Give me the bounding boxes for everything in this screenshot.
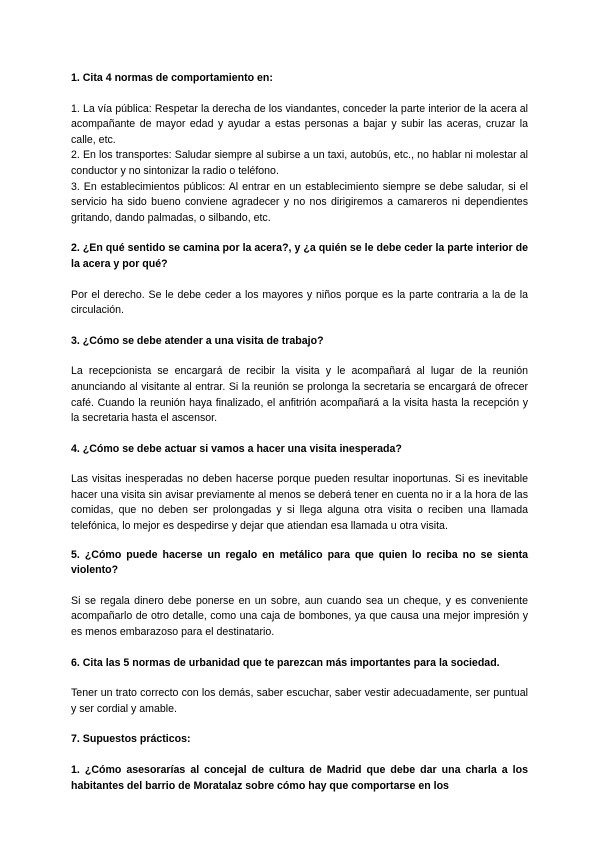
answer-3: La recepcionista se encargará de recibir la visita y le acompañará al lugar de la reunión anunciando al visitante al entrar. Si la reunión se prolonga la secretaria se encargará de ofrecer café. Cuando la reunión haya finalizado, el anfitrión acompañará a la visita hasta la recepción y la secretaria hasta el ascensor. bbox=[71, 365, 528, 425]
question-6-heading: 6. Cita las 5 normas de urbanidad que te parezcan más importantes para la sociedad. bbox=[71, 656, 500, 669]
answer-1-item-3: 3. En establecimientos públicos: Al entrar en un establecimiento siempre se debe saludar, si el servicio ha sido bueno conviene agradecer y no nos dirigiremos a camareros ni dependientes gritando, dando palmadas, o silbando, etc. bbox=[71, 180, 528, 224]
question-7-1-heading: 1. ¿Cómo asesorarías al concejal de cultura de Madrid que debe dar una charla a los habitantes del barrio de Moratalaz sobre cómo hay que comportarse en los bbox=[71, 764, 528, 792]
answer-2: Por el derecho. Se le debe ceder a los mayores y niños porque es la parte contraria a la de la circulación. bbox=[71, 288, 528, 317]
question-2-heading: 2. ¿En qué sentido se camina por la acera?, y ¿a quién se le debe ceder la parte interior de la acera y por qué? bbox=[71, 242, 528, 270]
answer-1-item-2: 2. En los transportes: Saludar siempre al subirse a un taxi, autobús, etc., no hablar ni molestar al conductor y no sintonizar la radio o teléfono. bbox=[71, 149, 528, 177]
question-1-heading: 1. Cita 4 normas de comportamiento en: bbox=[71, 72, 273, 84]
question-7-heading: 7. Supuestos prácticos: bbox=[71, 733, 191, 746]
question-4-heading: 4. ¿Cómo se debe actuar si vamos a hacer una visita inesperada? bbox=[71, 442, 402, 455]
answer-1-item-1: 1. La vía pública: Respetar la derecha de los viandantes, conceder la parte interior de la acera al acompañante de mayor edad y ayudar a estas personas a bajar y subir las aceras, cruzar la calle, etc. bbox=[71, 102, 528, 146]
document-page bbox=[71, 71, 528, 794]
answer-5: Si se regala dinero debe ponerse en un sobre, aun cuando sea un cheque, y es conveniente acompañarlo de otro detalle, como una caja de bombones, ya que causa una mejor impresión y es menos embarazoso para el destinatario. bbox=[71, 594, 528, 639]
answer-4: Las visitas inesperadas no deben hacerse porque pueden resultar inoportunas. Si es inevitable hacer una visita sin avisar previamente al menos se deberá tener en cuenta no ir a la hora de las comidas, que no deben ser prolongadas y si llega alguna otra visita o reciben una llamada telefónica, lo mejor es despedirse y dejar que atiendan esa llamada u otra visita. bbox=[71, 473, 528, 533]
answer-6: Tener un trato correcto con los demás, saber escuchar, saber vestir adecuadamente, ser puntual y ser cordial y amable. bbox=[71, 687, 528, 715]
question-5-heading: 5. ¿Cómo puede hacerse un regalo en metálico para que quien lo reciba no se sienta violento? bbox=[71, 548, 528, 577]
question-3-heading: 3. ¿Cómo se debe atender a una visita de trabajo? bbox=[71, 334, 324, 347]
